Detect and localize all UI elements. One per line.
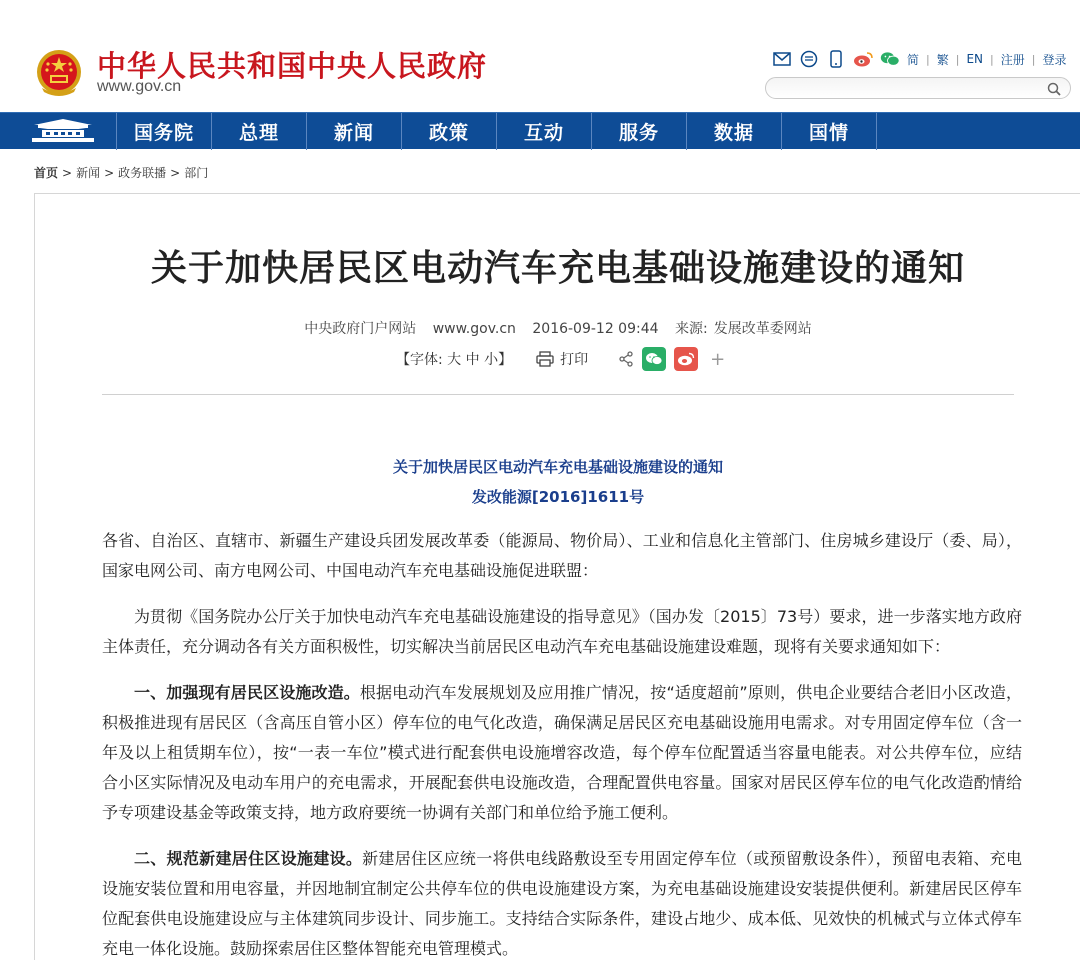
share-icon[interactable] [618,351,634,367]
article-origin: 发展改革委网站 [713,321,812,337]
title-divider [102,394,1014,395]
separator: | [1031,52,1036,66]
nav-item-data[interactable]: 数据 [687,113,782,150]
nav-item-policy[interactable]: 政策 [402,113,497,150]
font-size-close: 】 [498,352,513,368]
breadcrumb-departments[interactable]: 部门 [184,166,209,180]
section-heading: 二、规范新建居住区设施建设。 [134,849,363,868]
article-origin-label: 来源: [675,321,708,337]
search-box [765,77,1071,99]
rss-icon[interactable] [799,49,819,69]
document-number: 发改能源[2016]1611号 [471,488,645,506]
share-bar [618,347,725,371]
link-english[interactable]: EN [966,52,984,66]
font-size-label: 【字体: [396,352,443,368]
font-size-large[interactable]: 大 [447,352,462,368]
article-meta [0,318,1080,338]
site-header [0,0,1080,112]
paragraph-section-1 [102,678,1022,828]
article-domain: www.gov.cn [432,321,516,337]
link-traditional[interactable]: 繁 [936,52,949,67]
article-body [102,526,1022,960]
separator: | [955,52,960,66]
nav-item-interaction[interactable]: 互动 [497,113,592,150]
font-size-small[interactable]: 小 [484,352,499,368]
link-register[interactable]: 注册 [1000,52,1025,67]
share-more-icon[interactable]: + [710,348,726,370]
main-nav [0,112,1080,149]
link-simplified[interactable]: 简 [907,52,920,67]
search-icon[interactable] [1046,81,1062,97]
wechat-icon [645,352,663,366]
share-weibo-button[interactable] [674,347,698,371]
document-heading: 关于加快居民区电动汽车充电基础设施建设的通知 [392,458,723,476]
breadcrumb-separator: > [62,166,73,180]
nav-item-national-profile[interactable]: 国情 [782,113,877,150]
search-input[interactable] [776,80,1036,96]
wechat-icon[interactable] [880,49,900,69]
nav-item-services[interactable]: 服务 [592,113,687,150]
font-size-control [396,349,512,369]
share-wechat-button[interactable] [642,347,666,371]
weibo-icon[interactable] [853,49,873,69]
paragraph-addressees [102,526,1022,586]
article-title: 关于加快居民区电动汽车充电基础设施建设的通知 [150,248,965,289]
national-emblem-icon[interactable] [34,48,84,98]
printer-icon [536,351,554,367]
paragraph-section-2 [102,844,1022,960]
nav-item-premier[interactable]: 总理 [212,113,307,150]
top-links [772,48,1067,70]
separator: | [926,52,930,66]
article-datetime: 2016-09-12 09:44 [532,321,659,337]
nav-item-news[interactable]: 新闻 [307,113,402,150]
breadcrumb-gov-news[interactable]: 政务联播 [118,166,167,180]
separator: | [990,52,994,66]
paragraph-intro [102,602,1022,662]
paragraph-text: 各省、自治区、直辖市、新疆生产建设兵团发展改革委（能源局、物价局）、工业和信息化主管部门、住房城乡建设厅（委、局），国家电网公司、南方电网公司、中国电动汽车充电基础设施促进联盟： [102,531,1022,580]
paragraph-text: 为贯彻《国务院办公厅关于加快电动汽车充电基础设施建设的指导意见》（国办发〔2015〕73号）要求，进一步落实地方政府主体责任，充分调动各有关方面积极性，切实解决当前居民区电动汽车充电基础设施建设难题，现将有关要求通知如下： [102,607,1022,656]
site-domain: www.gov.cn [97,78,182,95]
link-login[interactable]: 登录 [1042,52,1067,67]
font-size-medium[interactable]: 中 [465,352,480,368]
weibo-icon [677,352,695,366]
paragraph-text: 新建居住区应统一将供电线路敷设至专用固定停车位（或预留敷设条件），预留电表箱、充电设施安装位置和用电容量，并因地制宜制定公共停车位的供电设施建设方案，为充电基础设施建设安装提供便利。新建居民区停车位配套供电设施建设应与主体建筑同步设计、同步施工。支持结合实际条件，建设占地少、成本低、见效快的机械式与立体式停车充电一体化设施。鼓励探索居住区整体智能充电管理模式。 [102,849,1022,958]
article-tools [396,346,725,372]
breadcrumb-news[interactable]: 新闻 [76,166,101,180]
paragraph-text: 根据电动汽车发展规划及应用推广情况，按“适度超前”原则，供电企业要结合老旧小区改造，积极推进现有居民区（含高压自管小区）停车位的电气化改造，确保满足居民区充电基础设施用电需求。对专用固定停车位（含一年及以上租赁期车位），按“一表一车位”模式进行配套供电设施增容改造，每个停车位配置适当容量电能表。对公共停车位，应结合小区实际情况及电动车用户的充电需求，开展配套供电设施改造，合理配置供电容量。国家对居民区停车位的电气化改造酌情给予专项建设基金等政策支持，地方政府要统一协调有关部门和单位给予施工便利。 [102,683,1022,822]
home-gate-icon[interactable] [28,117,98,145]
article-source: 中央政府门户网站 [304,321,417,337]
mobile-icon[interactable] [826,49,846,69]
nav-item-state-council[interactable]: 国务院 [117,113,212,150]
mail-icon[interactable] [772,49,792,69]
breadcrumb-separator: > [104,166,115,180]
print-button[interactable] [536,349,588,369]
breadcrumb-separator: > [170,166,181,180]
section-heading: 一、加强现有居民区设施改造。 [134,683,360,702]
print-label: 打印 [560,352,589,368]
breadcrumb [34,164,208,181]
nav-items [116,113,877,150]
site-title[interactable]: 中华人民共和国中央人民政府 [97,49,488,83]
breadcrumb-home[interactable]: 首页 [34,166,59,180]
